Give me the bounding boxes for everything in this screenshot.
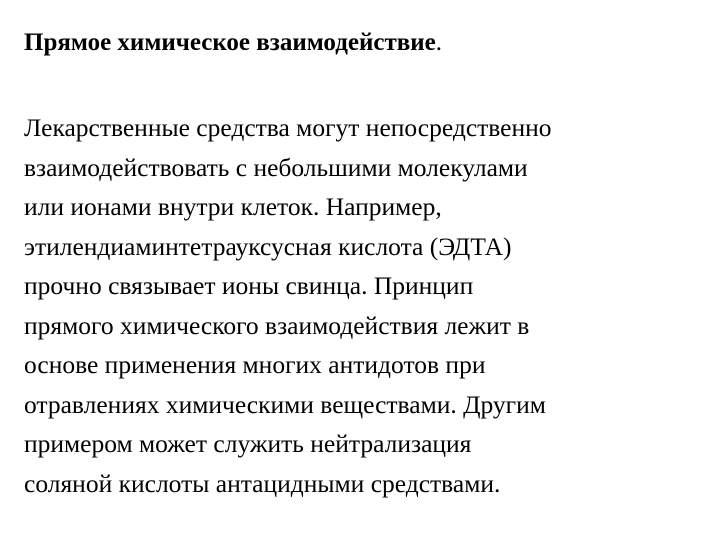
body-line: прочно связывает ионы свинца. Принцип (24, 271, 474, 300)
body-line: Лекарственные средства могут непосредственно (24, 113, 552, 142)
body-line: этилендиаминтетрауксусная кислота (ЭДТА) (24, 231, 512, 261)
slide-title (24, 26, 442, 60)
body-line: основе применения многих антидотов при (24, 350, 486, 379)
body-line: примером может служить нейтрализация (24, 429, 472, 458)
slide-title-heading: Прямое химическое взаимодействие (24, 29, 436, 56)
body-line: соляной кислоты антацидными средствами. (24, 468, 501, 498)
slide-body-paragraph (24, 108, 704, 503)
slide-title-period: . (435, 29, 442, 56)
body-line: прямого химического взаимодействия лежит в (24, 310, 530, 340)
body-line: отравлениях химическими веществами. Другим (24, 389, 546, 419)
body-line: или ионами внутри клеток. Например, (24, 192, 442, 221)
body-line: взаимодействовать с небольшими молекулами (24, 152, 528, 182)
